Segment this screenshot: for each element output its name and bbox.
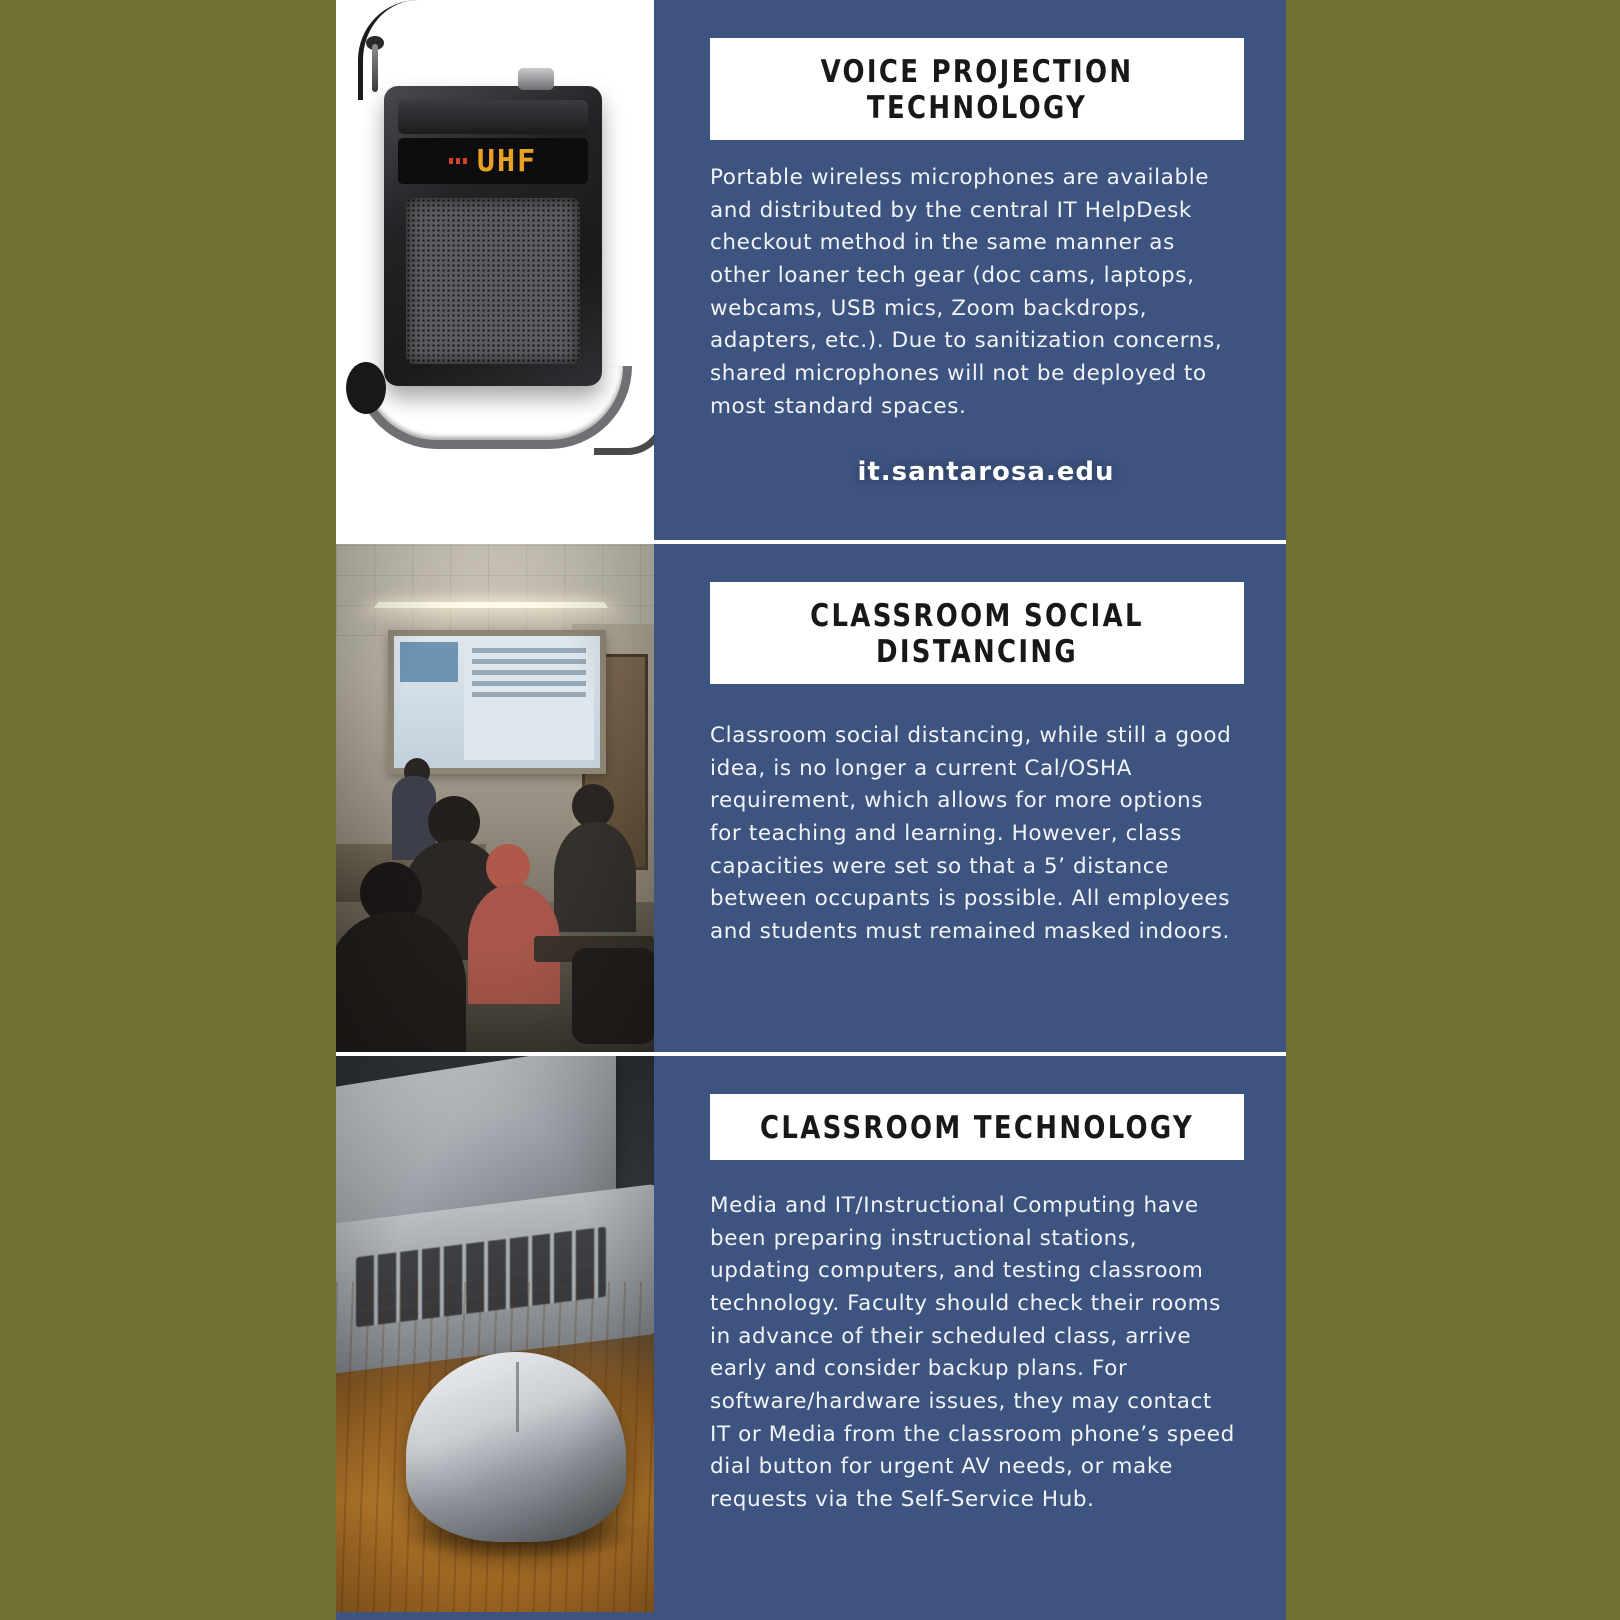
section-body: Classroom social distancing, while still a good idea, is no longer a current Cal/OSHA requirement, which allows for more options for teaching and learning. However, class capacities were set so that a 5’ distance between occupants is possible. All employees and students must remained masked indoors. <box>710 723 1232 945</box>
amplifier-body <box>384 86 602 386</box>
section-classroom-technology <box>336 1052 1286 1612</box>
mouse-button-split <box>516 1362 519 1432</box>
display-label: UHF <box>476 143 538 179</box>
section-heading: CLASSROOM TECHNOLOGY <box>760 1110 1194 1146</box>
section-heading-band <box>710 582 1244 684</box>
section-heading-band <box>710 38 1244 140</box>
headset-boom <box>594 402 654 455</box>
content-sheet <box>336 0 1286 1620</box>
classroom-photo <box>336 544 654 1052</box>
student-body <box>554 822 636 932</box>
classroom-technology-photo <box>336 1056 654 1612</box>
voice-projection-text <box>654 0 1286 540</box>
projection-screen <box>388 630 606 774</box>
speaker-grille <box>406 198 580 364</box>
classroom-illustration <box>336 544 654 1052</box>
section-heading: CLASSROOM SOCIAL DISTANCING <box>810 598 1144 670</box>
section-body: Portable wireless microphones are available and distributed by the central IT HelpDesk checkout method in the same manner as other loaner tech gear (doc cams, laptops, webcams, USB mics, Zoom backdrops, adapters, etc.). Due to sanitization concerns, shared microphones will not be deployed to most standard spaces. <box>710 165 1223 419</box>
desk-illustration <box>336 1056 654 1612</box>
student-bag <box>572 948 654 1044</box>
amplifier-top-strip <box>398 100 588 134</box>
microphone-cable <box>358 0 423 100</box>
social-distancing-text <box>654 544 1286 1052</box>
antenna <box>372 44 378 92</box>
headset-band <box>354 366 632 449</box>
amplifier-illustration <box>336 0 654 540</box>
amplifier-display <box>398 138 588 184</box>
slide-right-block <box>464 642 594 760</box>
section-heading-band <box>710 1094 1244 1160</box>
section-classroom-social-distancing <box>336 540 1286 1052</box>
ceiling-light <box>374 602 609 608</box>
slide-left-block <box>400 642 458 682</box>
voice-amplifier-image <box>336 0 654 540</box>
volume-knob <box>518 68 554 90</box>
website-url[interactable]: it.santarosa.edu <box>857 457 1115 488</box>
student-head <box>486 844 530 890</box>
headset-earpad <box>346 362 386 414</box>
classroom-technology-text <box>654 1056 1286 1612</box>
section-voice-projection-technology <box>336 0 1286 540</box>
student-body <box>336 912 466 1052</box>
signal-bars-icon <box>449 158 467 164</box>
section-heading: VOICE PROJECTION TECHNOLOGY <box>820 54 1134 126</box>
headset-microphone <box>354 356 654 466</box>
section-body: Media and IT/Instructional Computing have been preparing instructional stations, updating computers, and testing classroom technology. Faculty should check their rooms in advance of their scheduled class, arrive early and consider backup plans. For software/hardware issues, they may contact IT or Media from the classroom phone’s speed dial button for urgent AV needs, or make requests via the Self-Service Hub. <box>710 1193 1235 1513</box>
ceiling <box>336 544 654 636</box>
